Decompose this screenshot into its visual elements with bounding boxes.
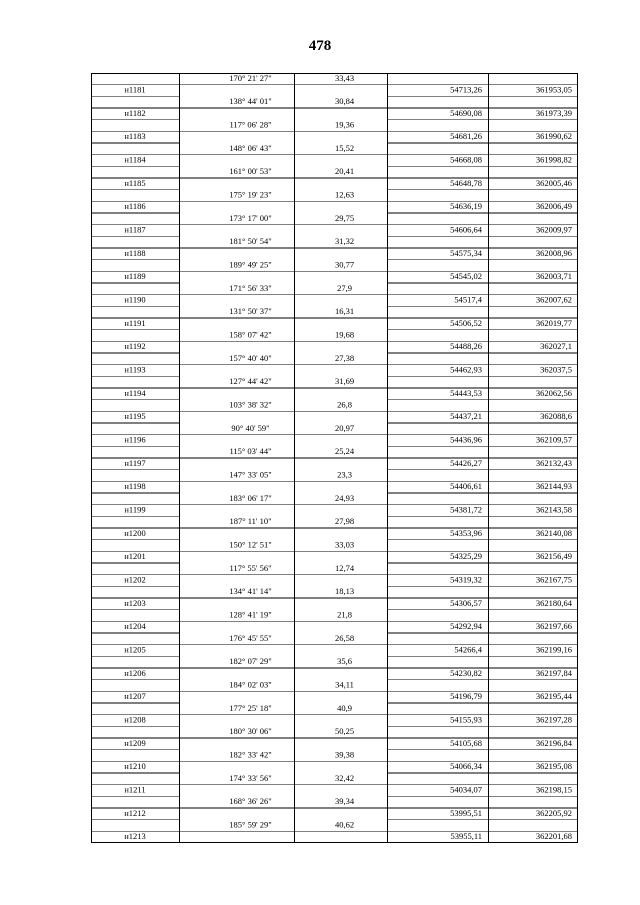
- x-coordinate-cell: 54681,26: [450, 131, 482, 142]
- angle-cell: 115° 03' 44": [229, 446, 272, 457]
- point-id-cell: н1195: [124, 411, 146, 422]
- distance-cell: 15,52: [334, 142, 355, 153]
- point-id-cell: н1209: [124, 737, 146, 748]
- x-coordinate-cell: 54066,34: [450, 761, 482, 772]
- y-coordinate-cell: 362019,77: [535, 317, 572, 328]
- x-coordinate-cell: 54545,02: [450, 271, 482, 282]
- y-coordinate-cell: 362006,49: [535, 201, 572, 212]
- y-coordinate-cell: 362088,6: [540, 411, 572, 422]
- angle-cell: 138° 44' 01": [229, 96, 272, 107]
- y-coordinate-cell: 362144,93: [535, 481, 572, 492]
- y-coordinate-cell: 362195,08: [535, 761, 572, 772]
- coordinate-table: [91, 73, 578, 843]
- y-coordinate-cell: 362199,16: [535, 644, 572, 655]
- angle-cell: 176° 45' 55": [229, 632, 272, 643]
- point-id-cell: н1208: [124, 714, 146, 725]
- x-coordinate-cell: 54426,27: [450, 457, 482, 468]
- x-coordinate-cell: 54462,93: [450, 364, 482, 375]
- page-number: 478: [308, 38, 332, 54]
- x-coordinate-cell: 54266,4: [454, 644, 482, 655]
- angle-cell: 177° 25' 18": [229, 702, 272, 713]
- x-coordinate-cell: 54105,68: [450, 737, 482, 748]
- distance-cell: 27,9: [337, 282, 352, 293]
- x-coordinate-cell: 53995,51: [450, 807, 482, 818]
- x-coordinate-cell: 54306,57: [450, 597, 482, 608]
- x-coordinate-cell: 54292,94: [450, 621, 482, 632]
- distance-cell: 33,03: [334, 539, 355, 550]
- y-coordinate-cell: 362007,62: [535, 294, 572, 305]
- point-id-cell: н1189: [124, 271, 146, 282]
- coordinate-table-grid: [91, 73, 578, 843]
- y-coordinate-cell: 362027,1: [540, 341, 572, 352]
- point-id-cell: н1199: [124, 504, 146, 515]
- distance-cell: 39,34: [334, 796, 355, 807]
- y-coordinate-cell: 361953,05: [535, 84, 572, 95]
- y-coordinate-cell: 362005,46: [535, 177, 572, 188]
- point-id-cell: н1187: [124, 224, 146, 235]
- y-coordinate-cell: 362109,57: [535, 434, 572, 445]
- point-id-cell: н1181: [124, 84, 146, 95]
- distance-cell: 39,38: [334, 749, 355, 760]
- distance-cell: 32,42: [334, 772, 355, 783]
- distance-cell: 50,25: [334, 726, 355, 737]
- angle-cell: 117° 06' 28": [229, 119, 272, 130]
- angle-cell: 157° 40' 40": [229, 352, 272, 363]
- angle-cell: 127° 44' 42": [229, 376, 272, 387]
- distance-cell: 24,93: [334, 492, 355, 503]
- angle-cell: 184° 02' 03": [229, 679, 272, 690]
- angle-cell: 158° 07' 42": [229, 329, 272, 340]
- y-coordinate-cell: 362196,84: [535, 737, 572, 748]
- distance-cell: 34,11: [335, 679, 354, 690]
- y-coordinate-cell: 362132,43: [535, 457, 572, 468]
- y-coordinate-cell: 362156,49: [535, 551, 572, 562]
- point-id-cell: н1210: [124, 761, 146, 772]
- angle-cell: 171° 56' 33": [229, 282, 272, 293]
- distance-cell: 18,13: [334, 586, 355, 597]
- angle-cell: 187° 11' 10": [229, 516, 272, 527]
- y-coordinate-cell: 362167,75: [535, 574, 572, 585]
- distance-cell: 40,9: [337, 702, 352, 713]
- point-id-cell: н1184: [124, 154, 146, 165]
- x-coordinate-cell: 54488,26: [450, 341, 482, 352]
- distance-cell: 20,97: [334, 422, 355, 433]
- distance-cell: 12,63: [334, 189, 355, 200]
- point-id-cell: н1183: [124, 131, 146, 142]
- y-coordinate-cell: 362198,15: [535, 784, 572, 795]
- distance-cell: 16,31: [334, 306, 355, 317]
- angle-cell: 131° 50' 37": [229, 306, 272, 317]
- point-id-cell: н1213: [124, 831, 146, 842]
- distance-cell: 20,41: [334, 166, 355, 177]
- distance-cell: 21,8: [337, 609, 352, 620]
- distance-cell: 19,68: [334, 329, 355, 340]
- angle-cell: 189° 49' 25": [229, 259, 272, 270]
- angle-cell: 173° 17' 00": [229, 212, 272, 223]
- x-coordinate-cell: 54353,96: [450, 527, 482, 538]
- angle-cell: 134° 41' 14": [229, 586, 272, 597]
- distance-cell: 19,36: [334, 119, 355, 130]
- x-coordinate-cell: 54436,96: [450, 434, 482, 445]
- distance-cell: 25,24: [334, 446, 355, 457]
- point-id-cell: н1200: [124, 527, 146, 538]
- point-id-cell: н1211: [124, 784, 146, 795]
- point-id-cell: н1202: [124, 574, 146, 585]
- angle-cell: 170° 21' 27": [229, 73, 272, 83]
- distance-cell: 31,69: [334, 376, 355, 387]
- point-id-cell: н1196: [124, 434, 146, 445]
- distance-cell: 33,43: [334, 73, 355, 83]
- x-coordinate-cell: 54325,29: [450, 551, 482, 562]
- angle-cell: 103° 38' 32": [229, 399, 272, 410]
- point-id-cell: н1198: [124, 481, 146, 492]
- x-coordinate-cell: 54196,79: [450, 691, 482, 702]
- y-coordinate-cell: 362143,58: [535, 504, 572, 515]
- point-id-cell: н1191: [124, 317, 146, 328]
- distance-cell: 30,77: [334, 259, 355, 270]
- x-coordinate-cell: 54034,07: [450, 784, 482, 795]
- distance-cell: 29,75: [334, 212, 355, 223]
- angle-cell: 168° 36' 26": [229, 796, 272, 807]
- distance-cell: 35,6: [337, 656, 352, 667]
- y-coordinate-cell: 362197,28: [535, 714, 572, 725]
- angle-cell: 185° 59' 29": [229, 819, 272, 830]
- y-coordinate-cell: 361998,82: [535, 154, 572, 165]
- x-coordinate-cell: 54648,78: [450, 177, 482, 188]
- point-id-cell: н1192: [124, 341, 146, 352]
- x-coordinate-cell: 54636,19: [450, 201, 482, 212]
- x-coordinate-cell: 54381,72: [450, 504, 482, 515]
- distance-cell: 26,8: [337, 399, 352, 410]
- x-coordinate-cell: 54437,21: [450, 411, 482, 422]
- y-coordinate-cell: 362205,92: [535, 807, 572, 818]
- y-coordinate-cell: 362197,84: [535, 667, 572, 678]
- angle-cell: 148° 06' 43": [229, 142, 272, 153]
- angle-cell: 175° 19' 23": [229, 189, 272, 200]
- distance-cell: 26,58: [334, 632, 355, 643]
- y-coordinate-cell: 362201,68: [535, 831, 572, 842]
- point-id-cell: н1203: [124, 597, 146, 608]
- y-coordinate-cell: 362003,71: [535, 271, 572, 282]
- angle-cell: 181° 50' 54": [229, 236, 272, 247]
- point-id-cell: н1205: [124, 644, 146, 655]
- x-coordinate-cell: 54690,08: [450, 107, 482, 118]
- point-id-cell: н1190: [124, 294, 146, 305]
- point-id-cell: н1197: [124, 457, 146, 468]
- angle-cell: 90° 40' 59": [231, 422, 270, 433]
- angle-cell: 150° 12' 51": [229, 539, 272, 550]
- x-coordinate-cell: 54517,4: [454, 294, 482, 305]
- distance-cell: 40,62: [334, 819, 355, 830]
- point-id-cell: н1201: [124, 551, 146, 562]
- angle-cell: 182° 07' 29": [229, 656, 272, 667]
- distance-cell: 31,32: [334, 236, 355, 247]
- y-coordinate-cell: 361990,62: [535, 131, 572, 142]
- distance-cell: 30,84: [334, 96, 355, 107]
- point-id-cell: н1193: [124, 364, 146, 375]
- point-id-cell: н1194: [124, 387, 146, 398]
- x-coordinate-cell: 54713,26: [450, 84, 482, 95]
- point-id-cell: н1206: [124, 667, 146, 678]
- angle-cell: 161° 00' 53": [229, 166, 272, 177]
- angle-cell: 174° 33' 56": [229, 772, 272, 783]
- y-coordinate-cell: 362180,64: [535, 597, 572, 608]
- x-coordinate-cell: 54606,64: [450, 224, 482, 235]
- distance-cell: 23,3: [337, 469, 352, 480]
- angle-cell: 128° 41' 19": [229, 609, 272, 620]
- y-coordinate-cell: 362009,97: [535, 224, 572, 235]
- point-id-cell: н1185: [124, 177, 146, 188]
- distance-cell: 27,38: [334, 352, 355, 363]
- x-coordinate-cell: 54406,61: [450, 481, 482, 492]
- point-id-cell: н1186: [124, 201, 146, 212]
- x-coordinate-cell: 54506,52: [450, 317, 482, 328]
- x-coordinate-cell: 54155,93: [450, 714, 482, 725]
- x-coordinate-cell: 53955,11: [450, 831, 482, 842]
- angle-cell: 117° 55' 56": [229, 562, 272, 573]
- point-id-cell: н1212: [124, 807, 146, 818]
- y-coordinate-cell: 362062,56: [535, 387, 572, 398]
- y-coordinate-cell: 361973,39: [535, 107, 572, 118]
- y-coordinate-cell: 362037,5: [540, 364, 572, 375]
- point-id-cell: н1188: [124, 247, 146, 258]
- distance-cell: 12,74: [334, 562, 355, 573]
- angle-cell: 183° 06' 17": [229, 492, 272, 503]
- x-coordinate-cell: 54443,53: [450, 387, 482, 398]
- x-coordinate-cell: 54230,82: [450, 667, 482, 678]
- x-coordinate-cell: 54319,32: [450, 574, 482, 585]
- point-id-cell: н1207: [124, 691, 146, 702]
- point-id-cell: н1182: [124, 107, 146, 118]
- angle-cell: 182° 33' 42": [229, 749, 272, 760]
- point-id-cell: н1204: [124, 621, 146, 632]
- y-coordinate-cell: 362140,08: [535, 527, 572, 538]
- distance-cell: 27,98: [334, 516, 355, 527]
- angle-cell: 180° 30' 06": [229, 726, 272, 737]
- angle-cell: 147° 33' 05": [229, 469, 272, 480]
- y-coordinate-cell: 362008,96: [535, 247, 572, 258]
- y-coordinate-cell: 362197,66: [535, 621, 572, 632]
- x-coordinate-cell: 54575,34: [450, 247, 482, 258]
- y-coordinate-cell: 362195,44: [535, 691, 572, 702]
- x-coordinate-cell: 54668,08: [450, 154, 482, 165]
